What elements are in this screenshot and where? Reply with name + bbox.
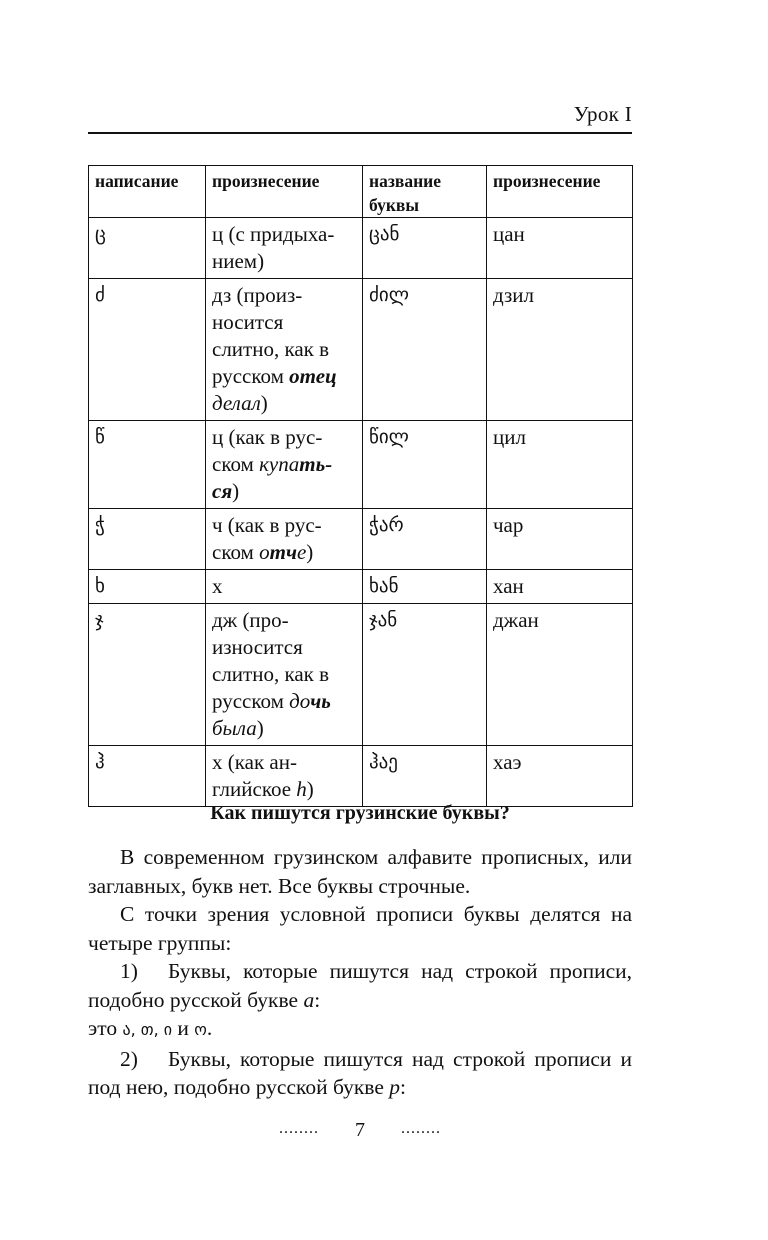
list-item: 2) Буквы, которые пишутся над строкой прописи и под нею, подобно русской букве р:	[88, 1046, 632, 1099]
example-line: это ა, თ, ი и ო.	[88, 1016, 213, 1040]
paragraph: С точки зрения условной прописи буквы делятся на четыре группы:	[88, 902, 632, 955]
letter-cell: ხ	[89, 570, 206, 604]
letter-cell: წ	[89, 421, 206, 509]
name-pronunciation-cell: чар	[487, 509, 633, 570]
letter-cell: ჭ	[89, 509, 206, 570]
folio-dots-left: ........	[279, 1120, 319, 1137]
letter-name-cell: ჯან	[363, 604, 487, 746]
table-row	[89, 218, 633, 279]
list-number: 1)	[120, 959, 138, 983]
pronunciation-cell: ц (с придыха- нием)	[206, 218, 363, 279]
name-pronunciation-cell: хан	[487, 570, 633, 604]
name-pronunciation-cell: цил	[487, 421, 633, 509]
name-pronunciation-cell: джан	[487, 604, 633, 746]
name-pronunciation-cell: хаэ	[487, 746, 633, 807]
pronunciation-cell: х	[206, 570, 363, 604]
table-row	[89, 421, 633, 509]
running-head: Урок I	[573, 102, 632, 126]
letter-name-cell: წილ	[363, 421, 487, 509]
header-name-pronunciation: произнесение	[487, 166, 633, 218]
table-row	[89, 509, 633, 570]
page-footer	[88, 1119, 632, 1142]
letter-cell: ძ	[89, 279, 206, 421]
list-number: 2)	[120, 1046, 138, 1071]
table-header-row	[89, 166, 633, 218]
name-pronunciation-cell: дзил	[487, 279, 633, 421]
letter-name-cell: ჰაე	[363, 746, 487, 807]
georgian-letters-table	[88, 165, 633, 807]
pronunciation-cell: дз (произ- носится слитно, как в русском отец делал)	[206, 279, 363, 421]
letter-cell: ც	[89, 218, 206, 279]
letter-cell: ჯ	[89, 604, 206, 746]
page-number: 7	[355, 1119, 365, 1141]
list-item: 1) Буквы, которые пишутся над строкой прописи, подобно русской букве а:	[88, 959, 632, 1012]
section-title: Как пишутся грузинские буквы?	[210, 802, 510, 824]
pronunciation-cell: х (как ан- глийское h)	[206, 746, 363, 807]
folio-dots-right: ........	[401, 1120, 441, 1137]
table-row	[89, 604, 633, 746]
pronunciation-cell: ц (как в рус- ском купать- ся)	[206, 421, 363, 509]
body-text	[88, 843, 632, 1102]
paragraph: В современном грузинском алфавите прописных, или заглавных, букв нет. Все буквы строчные.	[88, 845, 632, 898]
table-row	[89, 279, 633, 421]
letter-name-cell: ხან	[363, 570, 487, 604]
letter-name-cell: ცან	[363, 218, 487, 279]
pronunciation-cell: ч (как в рус- ском отче)	[206, 509, 363, 570]
letter-name-cell: ჭარ	[363, 509, 487, 570]
header-writing: написание	[89, 166, 206, 218]
letter-name-cell: ძილ	[363, 279, 487, 421]
letter-cell: ჰ	[89, 746, 206, 807]
name-pronunciation-cell: цан	[487, 218, 633, 279]
header-pronunciation: произнесение	[206, 166, 363, 218]
pronunciation-cell: дж (про- износится слитно, как в русском дочь была)	[206, 604, 363, 746]
table-row	[89, 570, 633, 604]
table-row	[89, 746, 633, 807]
header-letter-name: название буквы	[363, 166, 487, 218]
header-rule	[88, 132, 632, 134]
